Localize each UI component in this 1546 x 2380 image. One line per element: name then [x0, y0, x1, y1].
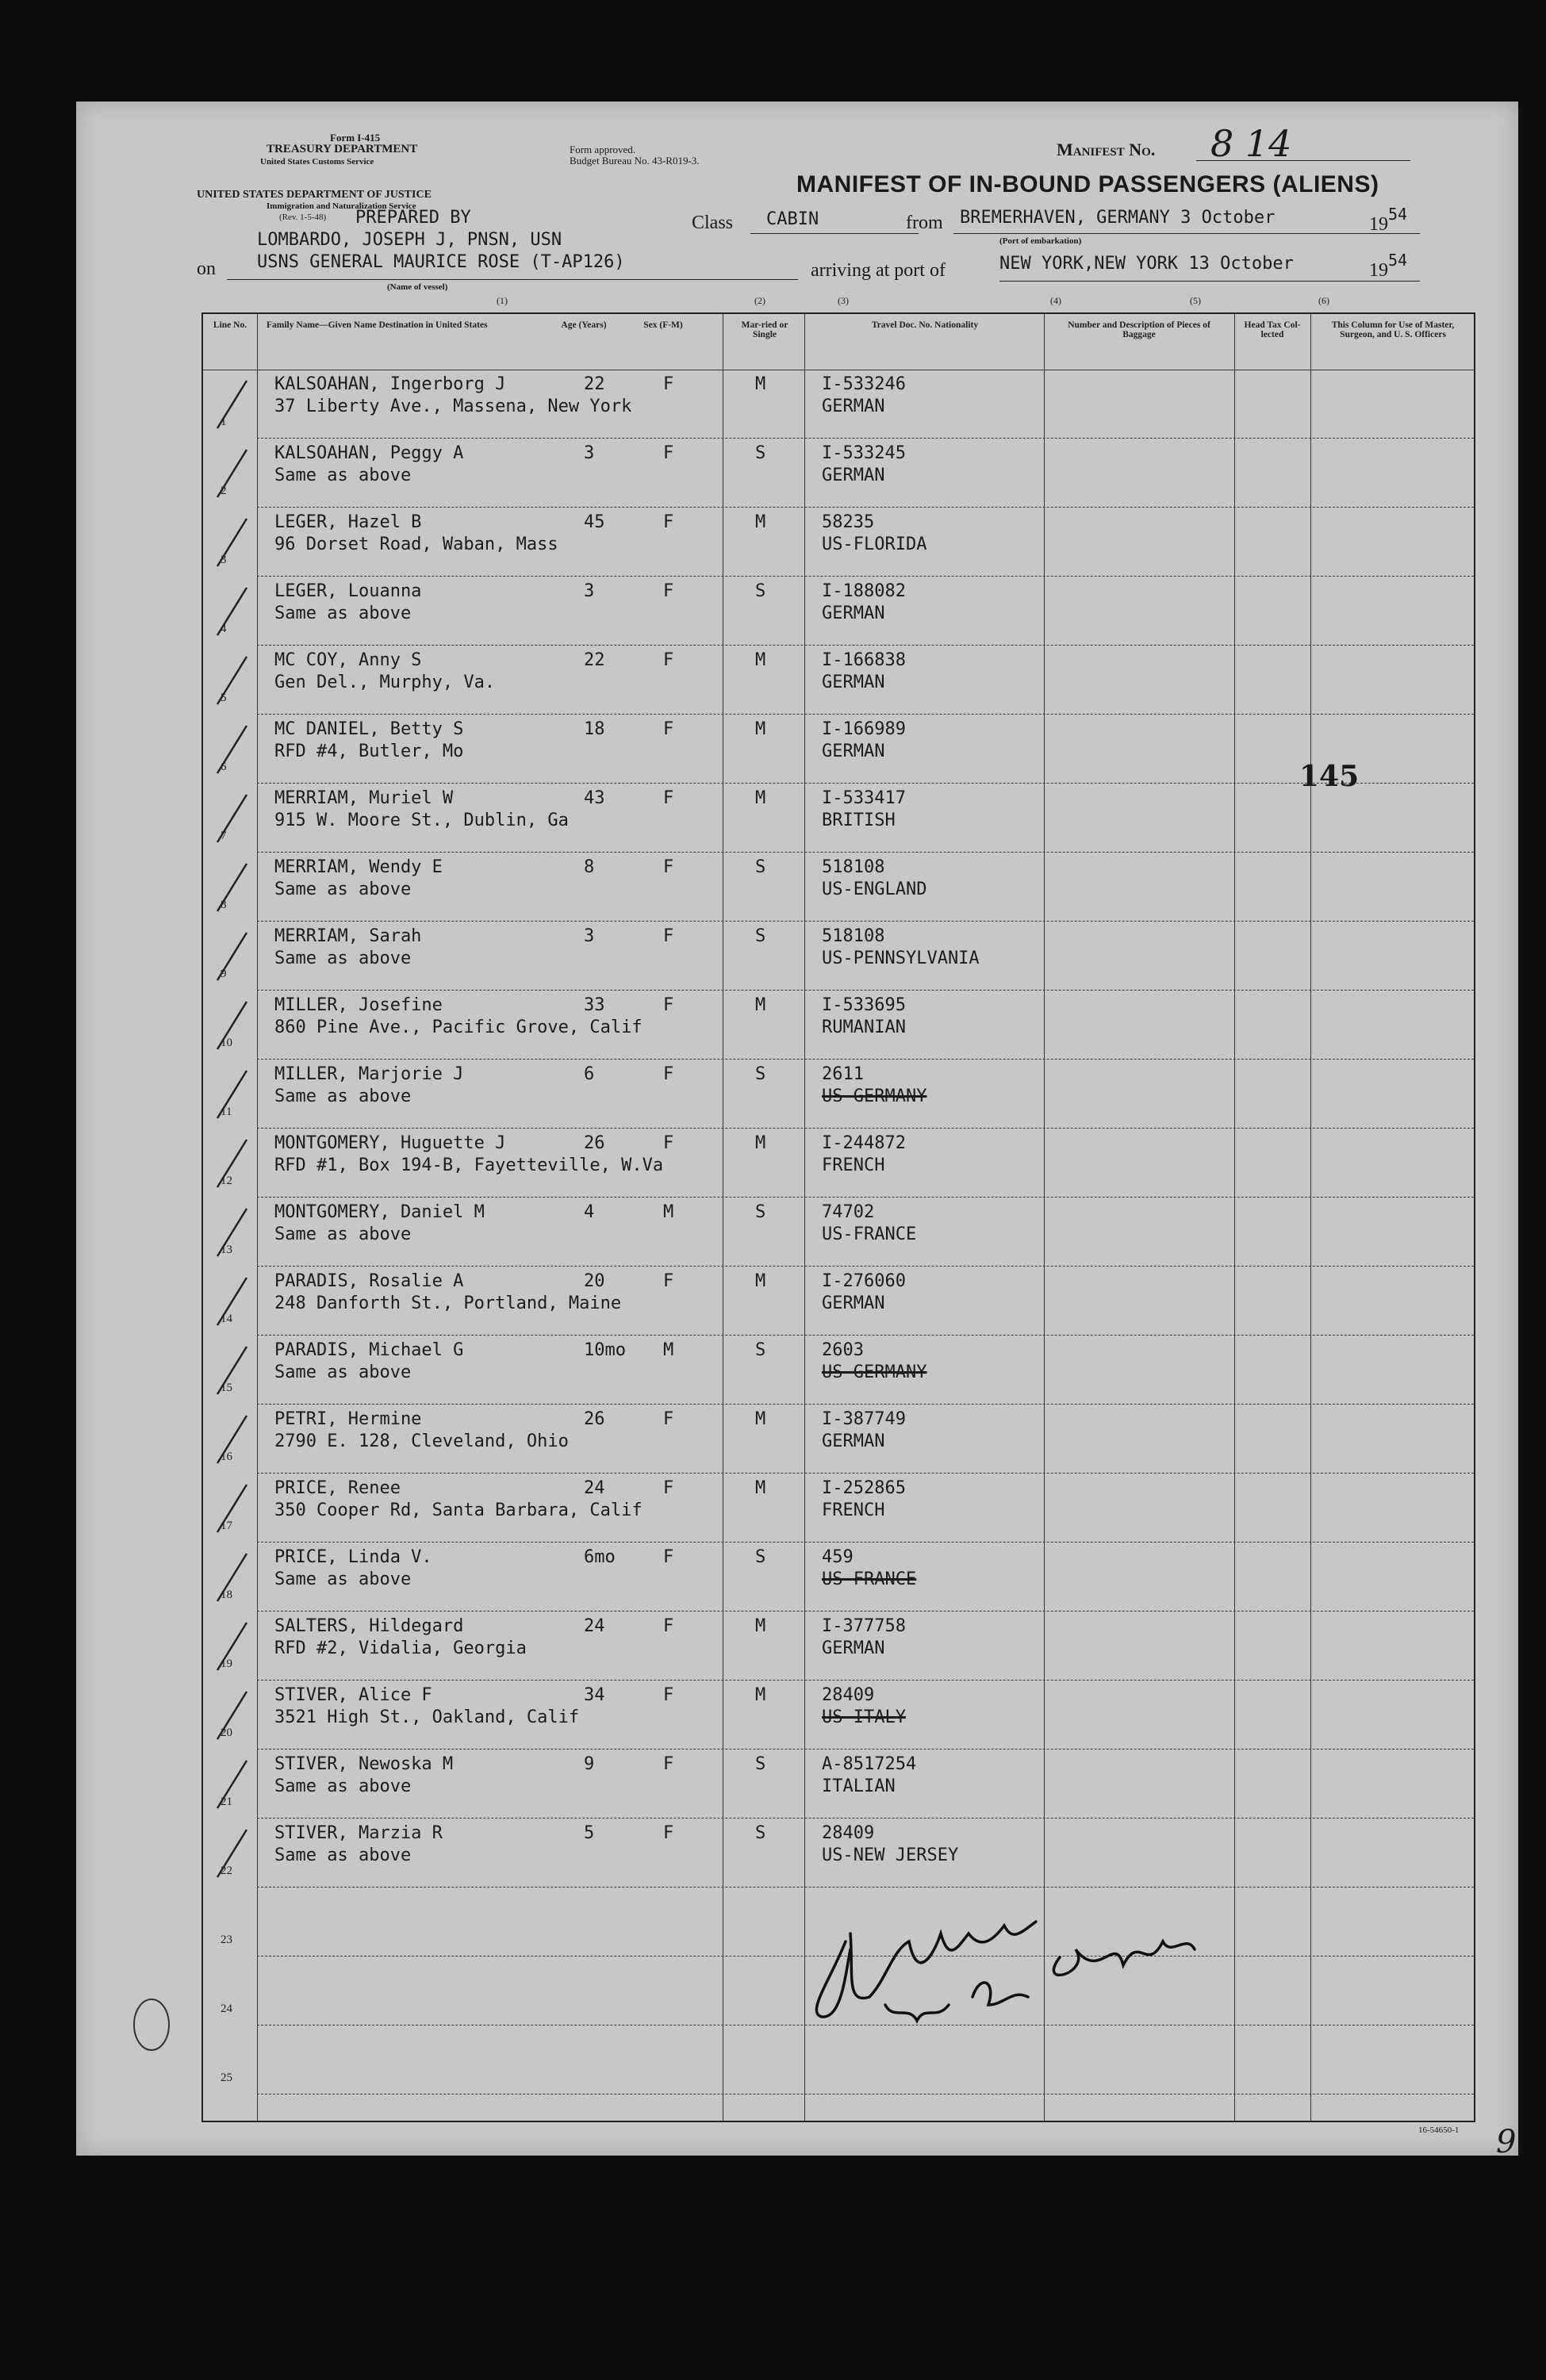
nationality: BRITISH [822, 811, 896, 830]
passenger-marital-status: S [755, 1823, 766, 1843]
check-tick-mark [211, 1753, 259, 1816]
header-head-tax: Head Tax Col-lected [1244, 320, 1301, 339]
table-row [203, 1405, 1474, 1474]
passenger-name: MC DANIEL, Betty S [274, 719, 464, 739]
passenger-destination: 96 Dorset Road, Waban, Mass [274, 535, 558, 554]
check-tick-mark [211, 787, 259, 850]
passenger-sex: F [663, 1133, 674, 1153]
passenger-marital-status: M [755, 1685, 766, 1705]
header-travel-doc: Travel Doc. No. Nationality [871, 320, 979, 330]
passenger-marital-status: S [755, 926, 766, 946]
passenger-age: 6mo [584, 1547, 616, 1567]
passenger-marital-status: M [755, 1133, 766, 1153]
line-number: 4 [221, 623, 227, 635]
table-row [203, 1129, 1474, 1198]
passenger-age: 18 [584, 719, 605, 739]
passenger-name: KALSOAHAN, Ingerborg J [274, 374, 506, 394]
manifest-page [76, 102, 1518, 2160]
passenger-sex: F [663, 1478, 674, 1498]
passenger-destination: Same as above [274, 1776, 412, 1796]
line-number: 20 [221, 1727, 232, 1739]
passenger-sex: F [663, 1064, 674, 1084]
passenger-name: PETRI, Hermine [274, 1409, 422, 1429]
nationality: US-GERMANY [822, 1362, 927, 1382]
travel-doc-number: I-533245 [822, 443, 906, 463]
customs-service: United States Customs Service [260, 157, 374, 167]
travel-doc-number: 28409 [822, 1685, 875, 1705]
table-row [203, 508, 1474, 577]
preparer-name: LOMBARDO, JOSEPH J, PNSN, USN [257, 230, 562, 250]
passenger-marital-status: M [755, 1271, 766, 1291]
passenger-destination: 2790 E. 128, Cleveland, Ohio [274, 1431, 569, 1451]
passenger-destination: 860 Pine Ave., Pacific Grove, Calif [274, 1018, 643, 1037]
line-number: 5 [221, 692, 227, 704]
passenger-destination: Same as above [274, 1362, 412, 1382]
line-number: 1 [221, 416, 227, 428]
nationality: US-ENGLAND [822, 880, 927, 899]
check-tick-mark [211, 1270, 259, 1333]
travel-doc-number: I-377758 [822, 1616, 906, 1636]
travel-doc-number: I-166838 [822, 650, 906, 670]
nationality: RUMANIAN [822, 1018, 906, 1037]
table-row [203, 1681, 1474, 1750]
travel-doc-number: I-252865 [822, 1478, 906, 1498]
year-prefix-arrive: 19 [1369, 260, 1388, 281]
header-age: Age (Years) [561, 320, 607, 330]
passenger-destination: Same as above [274, 880, 412, 899]
col-num-4: (4) [1050, 295, 1061, 306]
nationality: FRENCH [822, 1500, 885, 1520]
page-number-mark: 9 [1496, 2124, 1517, 2160]
passenger-destination: 3521 High St., Oakland, Calif [274, 1707, 580, 1727]
passenger-sex: F [663, 1547, 674, 1567]
header-officers: This Column for Use of Master, Surgeon, and U. S. Officers [1331, 320, 1455, 339]
passenger-name: MILLER, Marjorie J [274, 1064, 464, 1084]
line-number: 8 [221, 899, 227, 911]
passenger-sex: F [663, 719, 674, 739]
check-tick-mark [211, 649, 259, 712]
nationality: US-FRANCE [822, 1569, 917, 1589]
passenger-marital-status: S [755, 443, 766, 463]
line-number: 16 [221, 1451, 232, 1463]
from-value: BREMERHAVEN, GERMANY 3 October [960, 208, 1276, 228]
travel-doc-number: I-533695 [822, 995, 906, 1015]
nationality: US-FLORIDA [822, 535, 927, 554]
passenger-destination: 350 Cooper Rd, Santa Barbara, Calif [274, 1500, 643, 1520]
travel-doc-number: I-533246 [822, 374, 906, 394]
travel-doc-number: 2611 [822, 1064, 864, 1084]
passenger-age: 3 [584, 581, 595, 601]
passenger-destination: Same as above [274, 604, 412, 623]
from-underline [953, 233, 1420, 234]
passenger-name: LEGER, Louanna [274, 581, 422, 601]
check-tick-mark [211, 925, 259, 988]
passenger-marital-status: S [755, 857, 766, 877]
justice-dept: UNITED STATES DEPARTMENT OF JUSTICE [197, 189, 432, 201]
check-tick-mark [211, 1615, 259, 1678]
passenger-marital-status: M [755, 1478, 766, 1498]
travel-doc-number: I-387749 [822, 1409, 906, 1429]
passenger-destination: Same as above [274, 1845, 412, 1865]
manifest-no-label: Manifest No. [1057, 140, 1156, 159]
line-number: 2 [221, 485, 227, 497]
line-number: 15 [221, 1382, 232, 1394]
nationality: FRENCH [822, 1156, 885, 1175]
nationality: GERMAN [822, 466, 885, 485]
table-row [203, 370, 1474, 439]
table-row [203, 1612, 1474, 1681]
passenger-destination: 915 W. Moore St., Dublin, Ga [274, 811, 569, 830]
treasury-dept: TREASURY DEPARTMENT [267, 143, 418, 155]
passenger-sex: M [663, 1340, 674, 1360]
nationality: GERMAN [822, 604, 885, 623]
passenger-destination: RFD #1, Box 194-B, Fayetteville, W.Va [274, 1156, 664, 1175]
col-num-5: (5) [1190, 295, 1201, 306]
class-label: Class [692, 213, 734, 233]
table-row [203, 715, 1474, 784]
line-number: 3 [221, 554, 227, 566]
nationality: US-FRANCE [822, 1224, 917, 1244]
passenger-age: 26 [584, 1133, 605, 1153]
passenger-sex: F [663, 857, 674, 877]
passenger-sex: F [663, 581, 674, 601]
passenger-sex: F [663, 1685, 674, 1705]
table-row [203, 853, 1474, 922]
travel-doc-number: I-188082 [822, 581, 906, 601]
passenger-marital-status: M [755, 788, 766, 808]
passenger-age: 24 [584, 1478, 605, 1498]
check-tick-mark [211, 580, 259, 643]
table-row [203, 646, 1474, 715]
class-value: CABIN [766, 209, 819, 229]
port-embark-caption: (Port of embarkation) [999, 236, 1082, 246]
passenger-sex: F [663, 443, 674, 463]
travel-doc-number: 28409 [822, 1823, 875, 1843]
line-number: 17 [221, 1520, 232, 1532]
inspector-signature [798, 1886, 1242, 2037]
table-row [203, 1267, 1474, 1336]
travel-doc-number: I-533417 [822, 788, 906, 808]
passenger-name: MONTGOMERY, Huguette J [274, 1133, 506, 1153]
passenger-destination: Same as above [274, 949, 412, 968]
travel-doc-number: 58235 [822, 512, 875, 532]
passenger-sex: F [663, 512, 674, 532]
check-tick-mark [211, 1339, 259, 1402]
passenger-name: PRICE, Renee [274, 1478, 401, 1498]
passenger-marital-status: M [755, 650, 766, 670]
nationality: GERMAN [822, 1293, 885, 1313]
prepared-by-label: PREPARED BY [355, 208, 471, 228]
table-row [203, 922, 1474, 991]
check-tick-mark [211, 511, 259, 574]
col-num-2: (2) [754, 295, 765, 306]
travel-doc-number: 518108 [822, 926, 885, 946]
line-number: 11 [221, 1106, 232, 1118]
table-row [203, 1060, 1474, 1129]
table-row [203, 991, 1474, 1060]
check-tick-mark [211, 1684, 259, 1747]
passenger-name: PRICE, Linda V. [274, 1547, 432, 1567]
passenger-marital-status: S [755, 581, 766, 601]
line-number: 13 [221, 1244, 232, 1256]
travel-doc-number: I-166989 [822, 719, 906, 739]
passenger-sex: F [663, 1271, 674, 1291]
check-tick-mark [211, 1132, 259, 1195]
passenger-age: 4 [584, 1202, 595, 1222]
year-arrive: 54 [1388, 251, 1408, 270]
col-num-1: (1) [497, 295, 508, 306]
check-tick-mark [211, 1201, 259, 1264]
passenger-name: STIVER, Marzia R [274, 1823, 443, 1843]
line-number: 22 [221, 1865, 232, 1877]
revision: (Rev. 1-5-48) [279, 213, 327, 222]
passenger-name: PARADIS, Michael G [274, 1340, 464, 1360]
travel-doc-number: I-276060 [822, 1271, 906, 1291]
nationality: GERMAN [822, 397, 885, 416]
passenger-age: 22 [584, 650, 605, 670]
nationality: GERMAN [822, 1638, 885, 1658]
passenger-name: LEGER, Hazel B [274, 512, 422, 532]
passenger-destination: RFD #2, Vidalia, Georgia [274, 1638, 527, 1658]
nationality: US-ITALY [822, 1707, 906, 1727]
passenger-destination: Same as above [274, 1569, 412, 1589]
footer-code: 16-54650-1 [1418, 2125, 1460, 2135]
header-line-no: Line No. [213, 320, 247, 330]
passenger-age: 8 [584, 857, 595, 877]
passenger-name: MERRIAM, Muriel W [274, 788, 454, 808]
arriving-value: NEW YORK,NEW YORK 13 October [999, 254, 1294, 274]
passenger-marital-status: M [755, 719, 766, 739]
passenger-name: MERRIAM, Wendy E [274, 857, 443, 877]
year-from: 54 [1388, 205, 1408, 224]
passenger-destination: 248 Danforth St., Portland, Maine [274, 1293, 622, 1313]
passenger-age: 26 [584, 1409, 605, 1429]
passenger-age: 24 [584, 1616, 605, 1636]
line-number: 9 [221, 968, 227, 980]
check-tick-mark [211, 373, 259, 436]
nationality: GERMAN [822, 673, 885, 692]
passenger-age: 20 [584, 1271, 605, 1291]
table-row [203, 1198, 1474, 1267]
nationality: US-NEW JERSEY [822, 1845, 959, 1865]
arriving-label: arriving at port of [811, 260, 946, 281]
passenger-name: SALTERS, Hildegard [274, 1616, 464, 1636]
passenger-sex: F [663, 788, 674, 808]
check-tick-mark [211, 1477, 259, 1540]
from-label: from [906, 213, 943, 233]
col-num-6: (6) [1318, 295, 1329, 306]
passenger-marital-status: M [755, 995, 766, 1015]
passenger-marital-status: M [755, 374, 766, 394]
table-row [203, 1819, 1474, 1888]
nationality: GERMAN [822, 742, 885, 761]
travel-doc-number: 2603 [822, 1340, 864, 1360]
passenger-destination: Gen Del., Murphy, Va. [274, 673, 496, 692]
check-tick-mark [211, 856, 259, 919]
document-title: MANIFEST OF IN-BOUND PASSENGERS (ALIENS) [796, 171, 1379, 197]
table-row [203, 1750, 1474, 1819]
passenger-destination: Same as above [274, 466, 412, 485]
officer-stamp-number: 145 [1299, 760, 1360, 793]
table-row [203, 439, 1474, 508]
travel-doc-number: A-8517254 [822, 1754, 917, 1774]
passenger-sex: F [663, 1823, 674, 1843]
passenger-destination: Same as above [274, 1224, 412, 1244]
passenger-marital-status: S [755, 1064, 766, 1084]
check-tick-mark [211, 1546, 259, 1609]
line-number: 12 [221, 1175, 232, 1187]
budget-bureau: Budget Bureau No. 43-R019-3. [570, 155, 700, 167]
form-approved: Form approved. [570, 144, 636, 155]
check-tick-mark [211, 442, 259, 505]
check-tick-mark [211, 994, 259, 1057]
vessel-underline [227, 279, 798, 280]
passenger-name: PARADIS, Rosalie A [274, 1271, 464, 1291]
header-sex: Sex (F-M) [643, 320, 683, 330]
travel-doc-number: I-244872 [822, 1133, 906, 1153]
line-number: 19 [221, 1658, 232, 1670]
table-row [203, 1543, 1474, 1612]
line-number: 6 [221, 761, 227, 773]
table-row [203, 577, 1474, 646]
passenger-table [201, 312, 1475, 2122]
passenger-marital-status: S [755, 1754, 766, 1774]
nationality: GERMAN [822, 1431, 885, 1451]
header-married: Mar-ried or Single [741, 320, 788, 339]
table-row [203, 1474, 1474, 1543]
header-baggage: Number and Description of Pieces of Baggage [1068, 320, 1210, 339]
table-row [203, 784, 1474, 853]
passenger-age: 3 [584, 443, 595, 463]
passenger-sex: F [663, 995, 674, 1015]
passenger-sex: F [663, 374, 674, 394]
check-tick-mark [211, 1063, 259, 1126]
passenger-name: MERRIAM, Sarah [274, 926, 422, 946]
arriving-underline [999, 281, 1420, 282]
passenger-age: 5 [584, 1823, 595, 1843]
margin-circle-mark [124, 1989, 179, 2060]
line-number: 21 [221, 1796, 232, 1808]
table-row [203, 1336, 1474, 1405]
passenger-name: KALSOAHAN, Peggy A [274, 443, 464, 463]
passenger-sex: F [663, 650, 674, 670]
form-number: Form I-415 [330, 132, 381, 144]
line-number: 23 [221, 1934, 232, 1946]
passenger-marital-status: M [755, 512, 766, 532]
passenger-age: 10mo [584, 1340, 626, 1360]
check-tick-mark [211, 1822, 259, 1885]
nationality: ITALIAN [822, 1776, 896, 1796]
passenger-marital-status: S [755, 1202, 766, 1222]
vessel-caption: (Name of vessel) [387, 282, 448, 292]
passenger-age: 45 [584, 512, 605, 532]
passenger-age: 22 [584, 374, 605, 394]
passenger-age: 9 [584, 1754, 595, 1774]
passenger-destination: 37 Liberty Ave., Massena, New York [274, 397, 632, 416]
passenger-age: 6 [584, 1064, 595, 1084]
passenger-name: MILLER, Josefine [274, 995, 443, 1015]
manifest-no-value: 8 14 [1210, 122, 1292, 165]
nationality: US-GERMANY [822, 1087, 927, 1106]
line-number: 14 [221, 1313, 232, 1325]
col-num-3: (3) [838, 295, 849, 306]
passenger-sex: F [663, 1754, 674, 1774]
line-number: 10 [221, 1037, 232, 1049]
line-number: 18 [221, 1589, 232, 1601]
passenger-sex: F [663, 1616, 674, 1636]
passenger-sex: F [663, 926, 674, 946]
passenger-sex: M [663, 1202, 674, 1222]
passenger-marital-status: M [755, 1616, 766, 1636]
travel-doc-number: 74702 [822, 1202, 875, 1222]
passenger-age: 43 [584, 788, 605, 808]
passenger-name: MONTGOMERY, Daniel M [274, 1202, 485, 1222]
passenger-destination: RFD #4, Butler, Mo [274, 742, 464, 761]
travel-doc-number: 518108 [822, 857, 885, 877]
passenger-age: 34 [584, 1685, 605, 1705]
header-name: Family Name—Given Name Destination in United States [267, 320, 488, 330]
passenger-destination: Same as above [274, 1087, 412, 1106]
check-tick-mark [211, 1408, 259, 1471]
passenger-marital-status: M [755, 1409, 766, 1429]
passenger-name: STIVER, Newoska M [274, 1754, 454, 1774]
nationality: US-PENNSYLVANIA [822, 949, 980, 968]
passenger-age: 3 [584, 926, 595, 946]
passenger-marital-status: S [755, 1340, 766, 1360]
passenger-name: STIVER, Alice F [274, 1685, 432, 1705]
line-number: 25 [221, 2071, 232, 2084]
passenger-name: MC COY, Anny S [274, 650, 422, 670]
vessel-name: USNS GENERAL MAURICE ROSE (T-AP126) [257, 252, 625, 272]
check-tick-mark [211, 718, 259, 781]
passenger-sex: F [663, 1409, 674, 1429]
line-number: 7 [221, 830, 227, 842]
passenger-marital-status: S [755, 1547, 766, 1567]
year-prefix-from: 19 [1369, 214, 1388, 235]
travel-doc-number: 459 [822, 1547, 854, 1567]
on-label: on [197, 259, 216, 279]
passenger-age: 33 [584, 995, 605, 1015]
class-underline [750, 233, 919, 234]
line-number: 24 [221, 2002, 232, 2015]
ins-service: Immigration and Naturalization Service [267, 201, 416, 211]
